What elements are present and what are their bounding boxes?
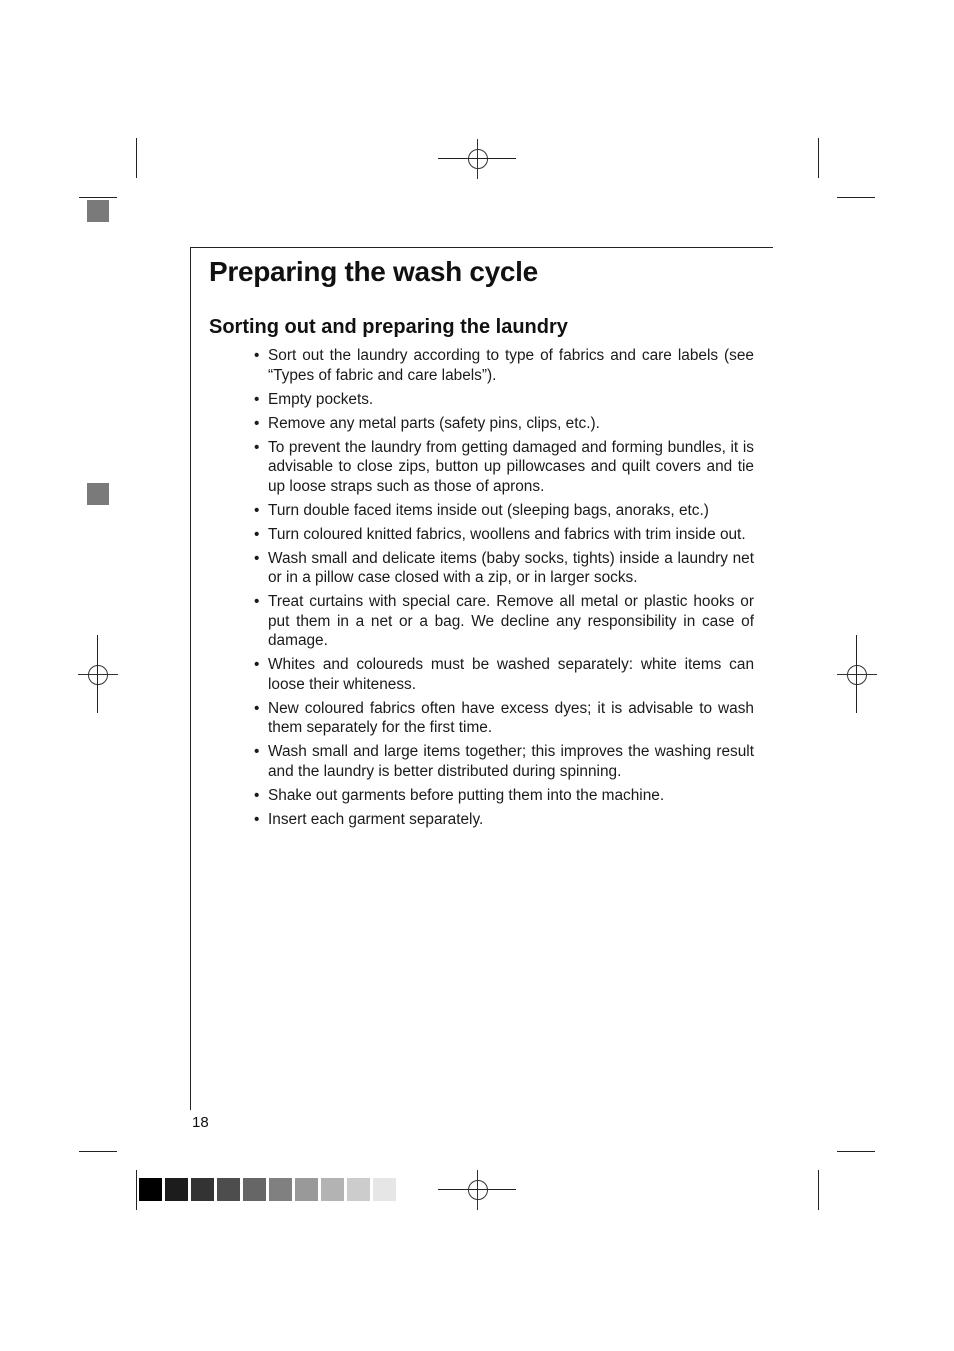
gray-swatch: [217, 1178, 240, 1201]
list-item: • Wash small and delicate items (baby socks, tights) inside a laundry net or in a pillow case closed with a zip, or in larger socks.: [254, 549, 754, 586]
crop-mark-top-left-vertical: [136, 138, 137, 178]
list-item: • Insert each garment separately.: [254, 810, 484, 828]
gray-swatch: [347, 1178, 370, 1201]
registration-mark-right: [837, 655, 877, 695]
bullet-icon: •: [254, 593, 260, 610]
list-item: • Sort out the laundry according to type of fabrics and care labels (see “Types of fabric and care labels”).: [254, 347, 754, 384]
gray-swatch: [373, 1178, 396, 1201]
list-item: • Empty pockets.: [254, 390, 374, 408]
gray-swatch: [295, 1178, 318, 1201]
bullet-icon: •: [254, 390, 260, 408]
list-item: • Wash small and large items together; this improves the washing result and the laundry is better distributed during spinning.: [254, 743, 754, 780]
registration-mark-left: [78, 655, 118, 695]
color-calibration-strip: [139, 1178, 396, 1201]
registration-mark-bottom: [458, 1170, 498, 1210]
registration-line-bottom: [438, 1189, 516, 1190]
crop-mark-bottom-left-horizontal: [79, 1151, 117, 1152]
bullet-icon: •: [254, 549, 260, 567]
list-item: • Treat curtains with special care. Remove all metal or plastic hooks or put them in a net or a bag. We decline any responsibility in case of damage.: [254, 593, 754, 649]
crop-mark-top-right-horizontal: [837, 197, 875, 198]
registration-line-right: [856, 635, 857, 713]
list-item: • Whites and coloureds must be washed separately: white items can loose their whiteness.: [254, 656, 754, 693]
gray-swatch: [243, 1178, 266, 1201]
crop-mark-bottom-left-vertical: [136, 1170, 137, 1210]
side-marker-middle: [87, 483, 109, 505]
registration-line-top: [438, 158, 516, 159]
bullet-icon: •: [254, 786, 260, 804]
list-item: • New coloured fabrics often have excess dyes; it is advisable to wash them separately for the first time.: [254, 699, 754, 736]
content-frame-top-rule: [190, 247, 773, 248]
list-item: • To prevent the laundry from getting damaged and forming bundles, it is advisable to close zips, button up pillowcases and quilt covers and tie up loose straps such as those of aprons.: [254, 438, 754, 495]
crop-mark-bottom-right-vertical: [818, 1170, 819, 1210]
bullet-icon: •: [254, 347, 260, 364]
bullet-icon: •: [254, 699, 260, 717]
list-item: • Turn coloured knitted fabrics, woollens and fabrics with trim inside out.: [254, 525, 746, 543]
content-frame-left-rule: [190, 247, 191, 1110]
registration-line-left: [97, 635, 98, 713]
crop-mark-top-right-vertical: [818, 138, 819, 178]
page-title: Preparing the wash cycle: [209, 256, 538, 287]
section-heading: Sorting out and preparing the laundry: [209, 316, 568, 338]
bullet-icon: •: [254, 656, 260, 673]
bullet-icon: •: [254, 414, 260, 432]
list-item: • Shake out garments before putting them into the machine.: [254, 786, 665, 804]
bullet-icon: •: [254, 525, 260, 543]
list-item: • Turn double faced items inside out (sleeping bags, anoraks, etc.): [254, 501, 709, 519]
gray-swatch: [191, 1178, 214, 1201]
list-item: • Remove any metal parts (safety pins, clips, etc.).: [254, 414, 600, 432]
crop-mark-top-left-horizontal: [79, 197, 117, 198]
registration-mark-top: [458, 139, 498, 179]
gray-swatch: [165, 1178, 188, 1201]
gray-swatch: [139, 1178, 162, 1201]
bullet-icon: •: [254, 501, 260, 519]
side-marker-top: [87, 200, 109, 222]
page-number: 18: [192, 1114, 209, 1131]
bullet-icon: •: [254, 743, 260, 760]
bullet-icon: •: [254, 438, 260, 456]
preparation-bullet-list: [254, 346, 754, 834]
crop-mark-bottom-right-horizontal: [837, 1151, 875, 1152]
gray-swatch: [269, 1178, 292, 1201]
gray-swatch: [321, 1178, 344, 1201]
bullet-icon: •: [254, 810, 260, 828]
